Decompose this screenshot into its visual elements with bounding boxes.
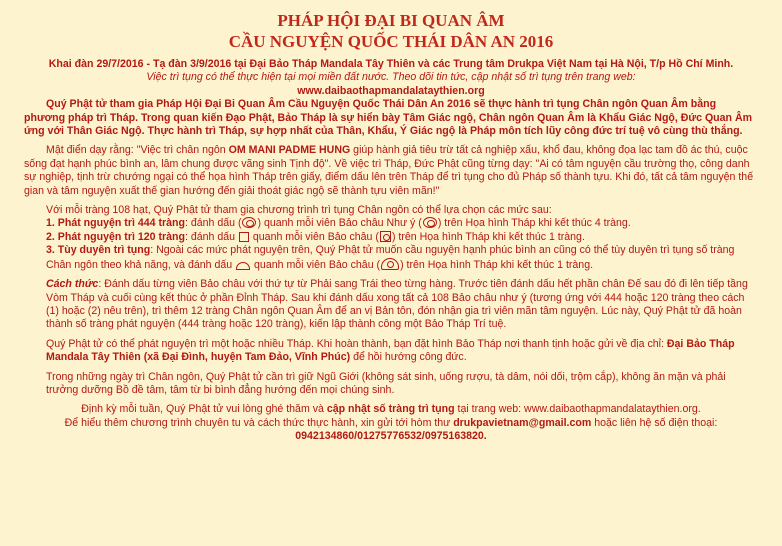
dome-mark-icon [236, 262, 250, 270]
option-444-label: 1. Phát nguyện trì 444 tràng [46, 217, 185, 230]
jewel-icon [423, 217, 437, 228]
option-444 [24, 217, 758, 230]
footer-contact-b: hoặc liên hệ số điện thoại: [591, 416, 718, 429]
intro-note: Việc trì tụng có thể thực hiện tại mọi miền đất nước. Theo dõi tin tức, cập nhật số trì tụng trên trang web: [146, 71, 636, 84]
contact-email: drukpavietnam@gmail.com [453, 416, 592, 429]
option-444-text-a: : đánh dấu ( [184, 217, 242, 230]
teaching-text-b: giúp hành giả tiêu trừ tất cả nghiệp xấu, khổ đau, không đọa lạc tam đồ ác thú, cuộc sống đạt hạnh phúc bình an, lâm chung được vãng sinh Tịnh độ". Về việc trì Tháp, Đức Phật cũng từng dạy: "Ai có tâm nguyện cầu trường thọ, công danh sự nghiệp, tịnh trừ chướng ngại có thể họa hình Tháp trên giấy, điểm dấu lên trên Tháp để trì tụng cho đủ Pháp số thành tựu. Khi đó, tất cả tâm nguyện thế gian và tâm nguyện xuất thế gian hướng đến giải thoát giác ngộ sẽ thành tựu viên mãn!" [24, 144, 754, 197]
dates-line: Khai đàn 29/7/2016 - Tạ đàn 3/9/2016 tại Đại Bảo Tháp Mandala Tây Thiên và các Trung tâm Drukpa Việt Nam tại Hà Nội, T/p Hồ Chí Minh. [48, 58, 734, 70]
option-120 [24, 231, 758, 244]
dedication-text-a: Quý Phật tử có thể phát nguyện trì một hoặc nhiều Tháp. Khi hoàn thành, bạn đặt hình Bảo Tháp nơi thanh tịnh hoặc gửi về địa chỉ: [46, 337, 667, 350]
footer-contact-a: Để hiểu thêm chương trình chuyên tu và cách thức thực hành, xin gửi tới hòm thư [64, 416, 454, 429]
footer-update-bold: cập nhật số tràng trì tụng [326, 403, 455, 416]
option-free-text-b: quanh mỗi viên Bảo châu ( [251, 258, 381, 271]
title-line-1: PHÁP HỘI ĐẠI BI QUAN ÂM [277, 11, 505, 30]
option-free [24, 244, 758, 272]
option-120-label: 2. Phát nguyện trì 120 tràng [46, 230, 185, 243]
contact-phones: 0942134860/01275776532/0975163820. [295, 430, 487, 443]
option-free-label: 3. Tùy duyên trì tụng [46, 244, 151, 257]
intro-website: www.daibaothapmandalataythien.org [297, 84, 485, 97]
option-120-text-b: quanh mỗi viên Bảo châu ( [249, 230, 379, 243]
jewel-icon [381, 258, 399, 270]
teaching-text-a: Mật điển dạy rằng: "Việc trì chân ngôn [46, 144, 229, 157]
option-120-text-c: ) trên Họa hình Tháp khi kết thúc 1 tràng. [391, 230, 585, 243]
method-paragraph [24, 278, 758, 332]
circle-mark-icon [242, 217, 256, 228]
square-mark-icon [239, 232, 249, 242]
paragraph-teaching [24, 144, 758, 198]
mantra-text: OM MANI PADME HUNG [228, 144, 351, 157]
option-free-text-c: ) trên Họa hình Tháp khi kết thúc 1 tràng. [400, 258, 594, 271]
option-444-text-b: ) quanh mỗi viên Bảo châu Như ý ( [257, 217, 422, 230]
option-free-text-a: : Ngoài các mức phát nguyện trên, Quý Phật tử muốn cầu nguyện hạnh phúc bình an cũng có thể tùy duyên trì tụng số tràng Chân ngôn theo khả năng, và đánh dấu [46, 244, 735, 271]
stupa-address: Đại Bảo Tháp Mandala Tây Thiên (xã Đại Đình, huyện Tam Đảo, Vĩnh Phúc) [46, 337, 735, 364]
dedication-text-b: để hồi hướng công đức. [350, 351, 467, 364]
method-label: Cách thức [46, 278, 99, 291]
footer-update-line [24, 403, 758, 416]
precepts-paragraph: Trong những ngày trì Chân ngôn, Quý Phật tử cần trì giữ Ngũ Giới (không sát sinh, uống rượu, tà dâm, nói dối, trộm cắp), không ăn mặn và phải trưởng dưỡng Bồ đề tâm, tâm từ bi bình đẳng hướng đến mọi chúng sinh. [46, 370, 726, 396]
title-line-2: CẦU NGUYỆN QUỐC THÁI DÂN AN 2016 [228, 32, 554, 51]
option-444-text-c: ) trên Họa hình Tháp khi kết thúc 4 tràng. [437, 217, 631, 230]
method-text: : Đánh dấu từng viên Bảo châu với thứ tự từ Phải sang Trái theo từng hàng. Trước tiên đánh dấu hết phần chân Đế sau đó đi lên tiếp tầng Vòm Tháp và cuối cùng kết thúc ở phần Đỉnh Tháp. Sau khi đánh dấu xong tất cả 108 Bảo châu như ý (tương ứng với 444 hoặc 120 tràng theo cách (1) hoặc (2) nêu trên), trì thêm 12 tràng Chân ngôn Quan Âm để an vị Bản tôn, đón nhận gia trì viên mãn tâm nguyện. Lúc này, Quý Phật tử đã hoàn thành số tràng phát nguyện (444 tràng hoặc 120 tràng), kiến lập thành công một Bảo Tháp Trí tuệ. [46, 278, 748, 331]
jewel-icon [380, 231, 391, 242]
footer-contact-line [24, 417, 758, 430]
paragraph-intro: Quý Phật tử tham gia Pháp Hội Đại Bi Quan Âm Cầu Nguyện Quốc Thái Dân An 2016 sẽ thực hành trì tụng Chân ngôn Quan Âm bằng phương pháp trì Tháp. Trong quan kiến Đạo Phật, Bảo Tháp là sự hiển bày Tâm Giác ngộ, Chân ngôn Quan Âm là Khẩu Giác Ngộ, Đức Quan Âm ứng với Thân Giác Ngộ. Thực hành trì Tháp, sự hợp nhất của Thân, Khẩu, Ý Giác ngộ là Pháp môn tích lũy công đức trí tuệ vô cùng thù thắng. [24, 98, 753, 138]
options-intro: Với mỗi tràng 108 hạt, Quý Phật tử tham gia chương trình trì tụng Chân ngôn có thể lựa chọn các mức sau: [46, 204, 552, 217]
dedication-paragraph [24, 338, 758, 365]
footer-update-a: Định kỳ mỗi tuần, Quý Phật tử vui lòng ghé thăm và [81, 403, 327, 416]
option-120-text-a: : đánh dấu [184, 230, 238, 243]
footer-update-b: tại trang web: www.daibaothapmandalataythien.org. [454, 403, 701, 416]
